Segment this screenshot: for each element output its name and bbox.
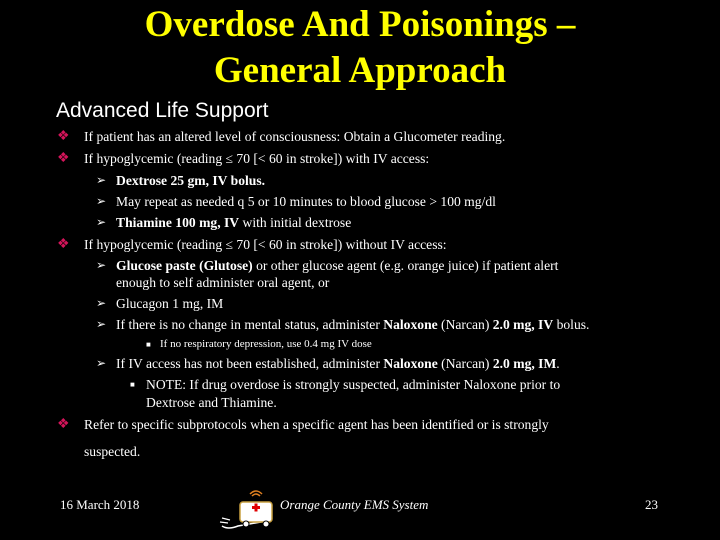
footer-date: 16 March 2018 xyxy=(60,497,140,512)
title-line-1: Overdose And Poisonings – xyxy=(144,4,576,45)
sub-dextrose: Dextrose 25 gm, IV bolus. xyxy=(116,173,266,188)
diamond-bullet-icon: ❖ xyxy=(57,237,70,252)
slide-title xyxy=(0,2,720,94)
footer-page-number: 23 xyxy=(645,497,658,512)
diamond-bullet-icon: ❖ xyxy=(57,417,70,432)
arrow-bullet-icon: ➢ xyxy=(96,215,107,229)
diamond-bullet-icon: ❖ xyxy=(57,129,70,144)
bullet-hypoglycemic-no-iv: If hypoglycemic (reading ≤ 70 [< 60 in stroke]) without IV access: xyxy=(84,237,447,252)
arrow-bullet-icon: ➢ xyxy=(96,173,107,187)
square-bullet-icon: ■ xyxy=(130,380,135,389)
sub-thiamine: Thiamine 100 mg, IV with initial dextrose xyxy=(116,215,352,230)
diamond-bullet-icon: ❖ xyxy=(57,151,70,166)
sub-note-cont: Dextrose and Thiamine. xyxy=(146,395,277,410)
footer-organization: Orange County EMS System xyxy=(280,497,429,512)
sub-glucagon: Glucagon 1 mg, IM xyxy=(116,296,224,311)
square-bullet-icon: ■ xyxy=(146,340,151,349)
arrow-bullet-icon: ➢ xyxy=(96,356,107,370)
title-line-2: General Approach xyxy=(213,50,507,91)
arrow-bullet-icon: ➢ xyxy=(96,296,107,310)
arrow-bullet-icon: ➢ xyxy=(96,317,107,331)
sub-note: NOTE: If drug overdose is strongly suspected, administer Naloxone prior to xyxy=(146,377,561,392)
bullet-subprotocols: Refer to specific subprotocols when a specific agent has been identified or is strongly xyxy=(84,417,549,432)
bullet-hypoglycemic-iv: If hypoglycemic (reading ≤ 70 [< 60 in stroke]) with IV access: xyxy=(84,151,430,166)
section-heading: Advanced Life Support xyxy=(56,99,269,122)
bullet-subprotocols-cont: suspected. xyxy=(84,444,141,459)
sub-naloxone-iv: If there is no change in mental status, administer Naloxone (Narcan) 2.0 mg, IV bolus. xyxy=(116,317,590,332)
sub-no-resp-depression: If no respiratory depression, use 0.4 mg IV dose xyxy=(160,338,372,350)
sub-glucose-paste: Glucose paste (Glutose) or other glucose agent (e.g. orange juice) if patient alert xyxy=(116,258,559,273)
sub-naloxone-im: If IV access has not been established, administer Naloxone (Narcan) 2.0 mg, IM. xyxy=(116,356,560,371)
arrow-bullet-icon: ➢ xyxy=(96,194,107,208)
bullet-altered-consciousness: If patient has an altered level of consciousness: Obtain a Glucometer reading. xyxy=(84,129,506,144)
arrow-bullet-icon: ➢ xyxy=(96,258,107,272)
sub-glucose-paste-cont: enough to self administer oral agent, or xyxy=(116,275,330,290)
sub-repeat: May repeat as needed q 5 or 10 minutes to blood glucose > 100 mg/dl xyxy=(116,194,496,209)
ambulance-logo-icon xyxy=(218,490,278,534)
